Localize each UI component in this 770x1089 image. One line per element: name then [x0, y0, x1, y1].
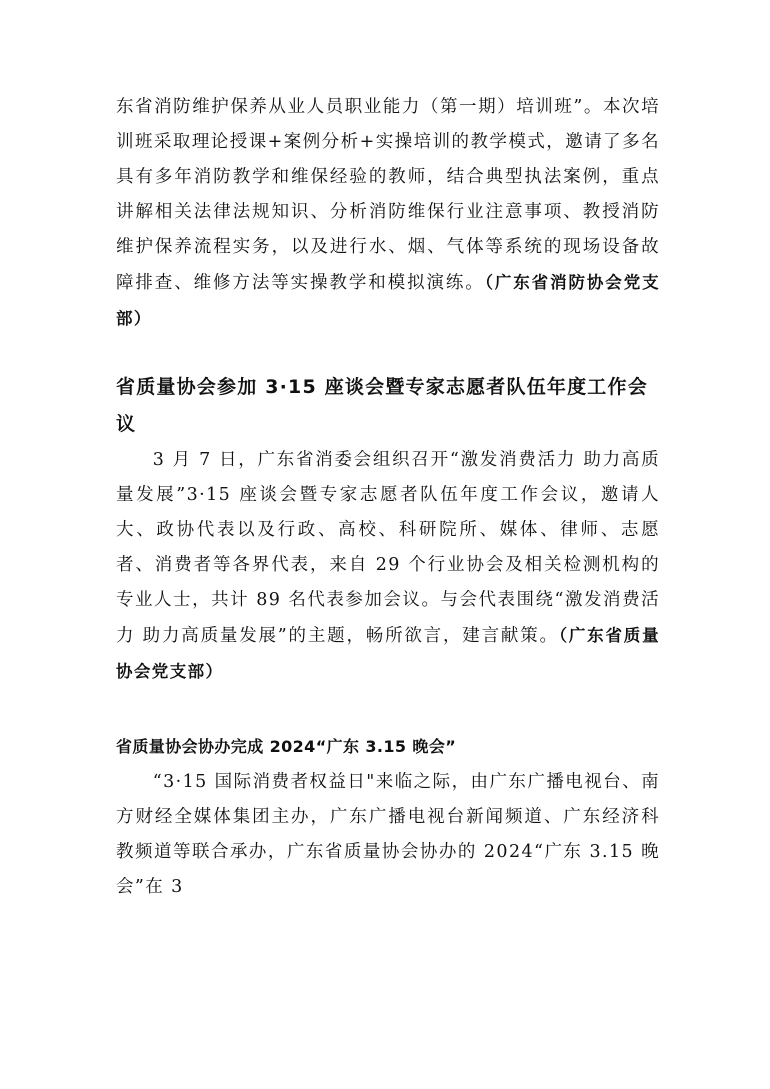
- paragraph-quality-forum: [116, 443, 660, 690]
- paragraph-text: 东省消防维护保养从业人员职业能力（第一期）培训班”。本次培训班采取理论授课+案例分析+实操培训的教学模式，邀请了多名具有多年消防教学和维保经验的教师，结合典型执法案例，重点讲解相关法律法规知识、分析消防维保行业注意事项、教授消防维护保养流程实务，以及进行水、烟、气体等系统的现场设备故障排查、维修方法等实操教学和模拟演练。: [116, 97, 660, 293]
- section-title-315-gala: 省质量协会协办完成 2024“广东 3.15 晚会”: [116, 737, 457, 756]
- paragraph-training-class: [116, 90, 660, 337]
- section-title-quality-forum: 省质量协会参加 3·15 座谈会暨专家志愿者队伍年度工作会议: [116, 376, 648, 435]
- source-label: （广东省质量协会党支部）: [116, 626, 661, 681]
- paragraph-315-gala: “3·15 国际消费者权益日"来临之际，由广东广播电视台、南方财经全媒体集团主办，广东广播电视台新闻频道、广东经济科教频道等联合承办，广东省质量协会协办的 2024“广东 3.15 晚会”在 3: [116, 772, 660, 897]
- paragraph-text: 3 月 7 日，广东省消委会组织召开“激发消费活力 助力高质量发展”3·15 座谈会暨专家志愿者队伍年度工作会议，邀请人大、政协代表以及行政、高校、科研院所、媒体、律师、志愿者、消费者等各界代表，来自 29 个行业协会及相关检测机构的专业人士，共计 89 名代表参加会议。与会代表围绕“激发消费活力 助力高质量发展”的主题，畅所欲言，建言献策。: [116, 450, 660, 646]
- source-label: （广东省消防协会党支部）: [116, 273, 660, 328]
- document-page: [116, 90, 660, 905]
